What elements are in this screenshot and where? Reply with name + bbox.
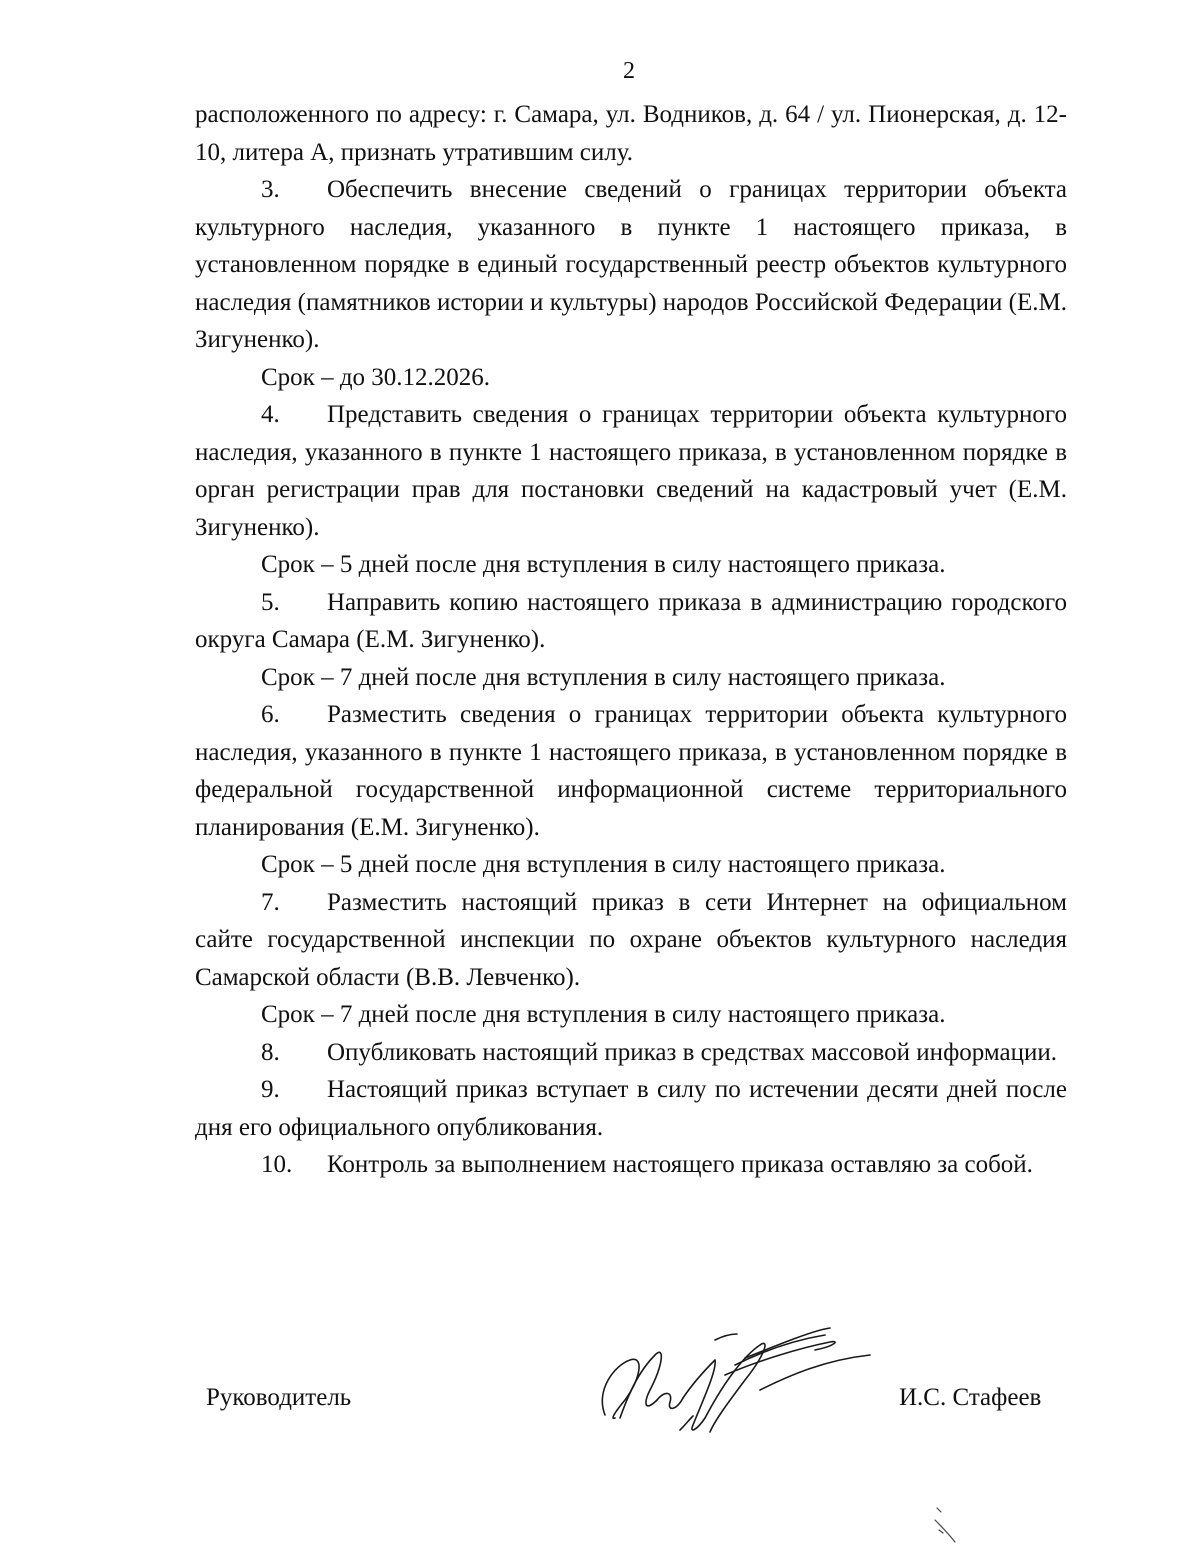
item-term: Срок – 5 дней после дня вступления в силу настоящего приказа.: [261, 851, 946, 878]
item-number: 4.: [261, 401, 280, 428]
item-number: 10.: [261, 1151, 293, 1178]
list-item-5: [195, 584, 1067, 659]
page-number: 2: [623, 58, 635, 84]
list-item-9: [195, 1071, 1067, 1146]
signature-block: [0, 1320, 1200, 1450]
item-text: Настоящий приказ вступает в силу по истечении десяти дней после дня его официального опубликования.: [195, 1076, 1067, 1141]
item-text: Обеспечить внесение сведений о границах территории объекта культурного наследия, указанного в пункте 1 настоящего приказа, в установленном порядке в единый государственный реестр объектов культурного наследия (памятников истории и культуры) народов Российской Федерации (Е.М. Зигуненко).: [195, 176, 1067, 353]
item-text: Представить сведения о границах территории объекта культурного наследия, указанного в пункте 1 настоящего приказа, в установленном порядке в орган регистрации прав для постановки сведений на кадастровый учет (Е.М. Зигуненко).: [195, 401, 1067, 541]
item-text: Опубликовать настоящий приказ в средствах массовой информации.: [327, 1038, 1058, 1066]
signatory-position: Руководитель: [206, 1384, 352, 1411]
handwritten-signature: [585, 1320, 875, 1445]
list-item-3: [195, 171, 1067, 359]
item-number: 8.: [261, 1038, 280, 1066]
list-item-10: [195, 1146, 1067, 1184]
list-item-7: [195, 884, 1067, 997]
intro-paragraph: расположенного по адресу: г. Самара, ул. Водников, д. 64 / ул. Пионерская, д. 12-10, литера А, признать утратившим силу.: [195, 101, 1067, 166]
item-term: Срок – 7 дней после дня вступления в силу настоящего приказа.: [261, 663, 946, 691]
list-item-4: [195, 396, 1067, 546]
item-number: 7.: [261, 888, 280, 916]
item-text: Направить копию настоящего приказа в администрацию городского округа Самара (Е.М. Зигуненко).: [195, 588, 1067, 653]
pen-mark: [925, 1500, 965, 1550]
item-number: 9.: [261, 1076, 280, 1103]
item-text: Разместить сведения о границах территории объекта культурного наследия, указанного в пункте 1 настоящего приказа, в установленном порядке в федеральной государственной информационной системе территориального планирования (Е.М. Зигуненко).: [195, 701, 1067, 841]
item-number: 3.: [261, 176, 280, 203]
item-number: 6.: [261, 701, 280, 728]
item-number: 5.: [261, 588, 280, 616]
list-item-6: [195, 696, 1067, 846]
item-term: Срок – до 30.12.2026.: [261, 363, 491, 391]
item-text: Разместить настоящий приказ в сети Интернет на официальном сайте государственной инспекции по охране объектов культурного наследия Самарской области (В.В. Левченко).: [195, 888, 1067, 991]
document-body: [195, 96, 1067, 1184]
item-term: Срок – 7 дней после дня вступления в силу настоящего приказа.: [261, 1001, 946, 1028]
signatory-name: И.С. Стафеев: [899, 1384, 1042, 1411]
list-item-8: [195, 1034, 1067, 1072]
item-text: Контроль за выполнением настоящего приказа оставляю за собой.: [327, 1151, 1033, 1178]
item-term: Срок – 5 дней после дня вступления в силу настоящего приказа.: [261, 551, 946, 578]
